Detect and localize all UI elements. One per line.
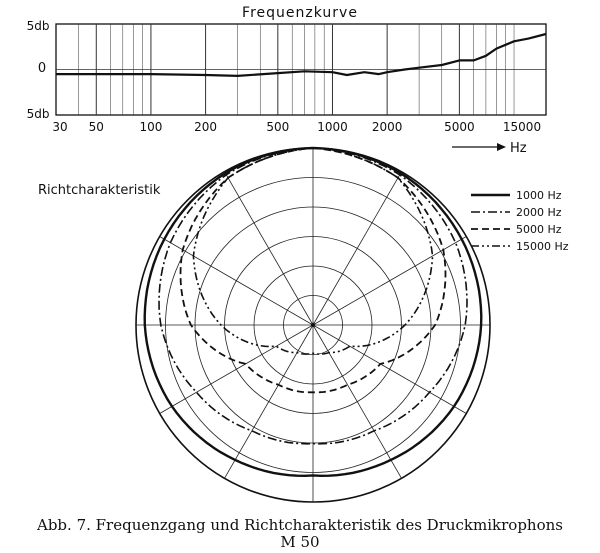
x-tick-label: 30: [52, 120, 68, 134]
polar-spoke: [160, 325, 313, 414]
x-axis-label: Hz: [510, 141, 527, 156]
x-tick-label: 15000: [502, 120, 542, 134]
polar-chart-title: Richtcharakteristik: [38, 183, 161, 198]
polar-grid: [136, 148, 490, 502]
polar-spoke: [225, 172, 314, 325]
axis-arrow-head: [497, 143, 506, 151]
x-tick-label: 1000: [317, 120, 348, 134]
legend-label-1000hz: 1000 Hz: [516, 189, 562, 202]
y-tick-top: 5db: [26, 19, 50, 33]
polar-spoke: [225, 325, 314, 478]
polar-spoke: [313, 172, 402, 325]
polar-legend: [471, 189, 569, 253]
frequency-chart-title: Frequenzkurve: [242, 5, 358, 21]
polar-spoke: [313, 325, 402, 478]
figure-caption-line-2: M 50: [280, 533, 320, 551]
legend-label-2000hz: 2000 Hz: [516, 206, 562, 219]
legend-label-15000hz: 15000 Hz: [516, 240, 569, 253]
figure-caption-line-1: Abb. 7. Frequenzgang und Richtcharakteristik des Druckmikrophons: [37, 516, 563, 534]
polar-spoke: [313, 325, 466, 414]
x-tick-label: 500: [266, 120, 290, 134]
x-tick-label: 2000: [371, 120, 403, 134]
legend-label-5000hz: 5000 Hz: [516, 223, 562, 236]
x-tick-label: 50: [88, 120, 104, 134]
frequency-chart-grid: [56, 24, 546, 115]
x-axis-unit: [452, 141, 527, 156]
x-tick-label: 100: [139, 120, 163, 134]
y-tick-zero: 0: [37, 61, 47, 76]
y-tick-bottom: 5db: [26, 107, 50, 121]
polar-center-dot: [311, 323, 315, 327]
polar-chart: [38, 148, 569, 502]
x-tick-label: 5000: [444, 120, 475, 134]
frequency-chart-x-ticks: [52, 120, 541, 134]
frequency-chart: [27, 5, 546, 156]
x-tick-label: 200: [194, 120, 218, 134]
